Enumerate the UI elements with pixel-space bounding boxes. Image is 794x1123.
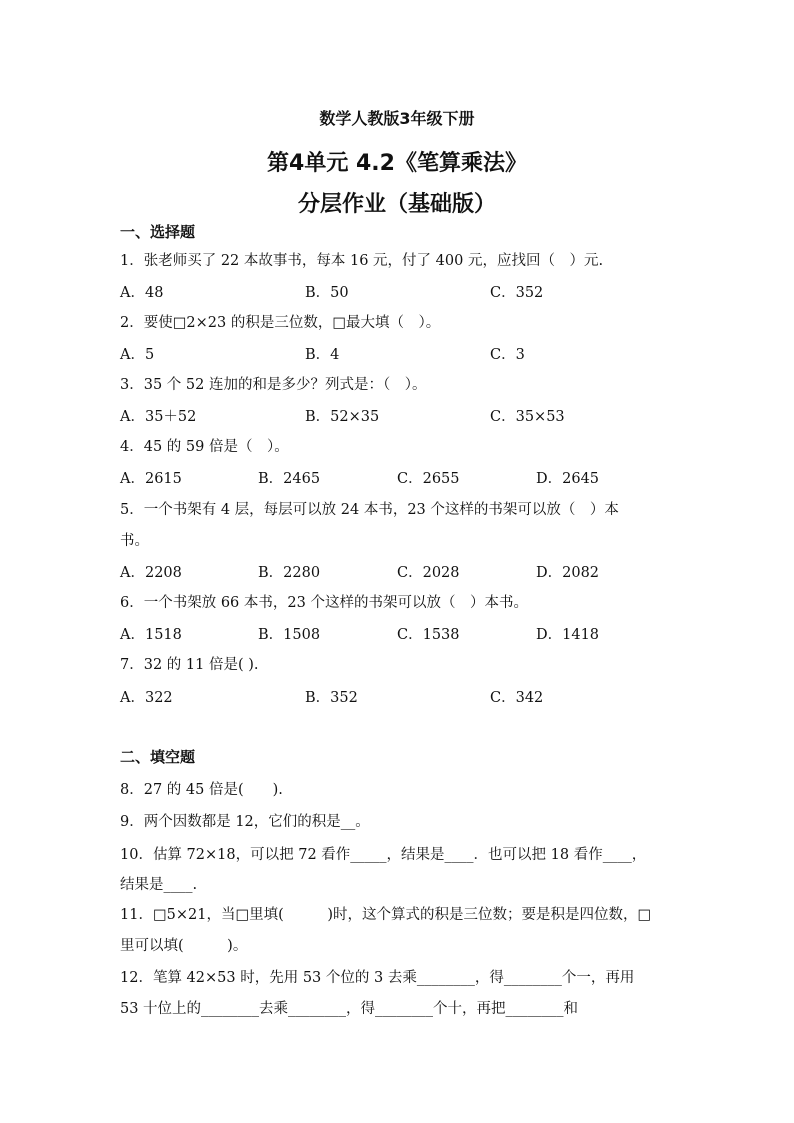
question-7: 7．32 的 11 倍是( ). [120, 657, 259, 673]
option-3a: A．35＋52 [120, 409, 197, 425]
option-4a: A．2615 [120, 471, 182, 487]
option-6a: A．1518 [120, 627, 182, 643]
option-4c: C．2655 [397, 471, 460, 487]
option-7c: C．342 [490, 690, 544, 706]
option-7b: B．352 [305, 690, 358, 706]
option-5a: A．2208 [120, 565, 182, 581]
option-5b: B．2280 [258, 565, 321, 581]
question-6: 6．一个书架放 66 本书，23 个这样的书架可以放（ ）本书。 [120, 595, 528, 611]
section-heading-fill: 二、填空题 [120, 748, 196, 766]
question-11: 11．□5×21，当□里填( )时，这个算式的积是三位数；要是积是四位数，□ [120, 907, 652, 923]
option-4d: D．2645 [536, 471, 600, 487]
question-1: 1．张老师买了 22 本故事书，每本 16 元，付了 400 元，应找回（ ）元. [120, 253, 604, 269]
option-5c: C．2028 [397, 565, 460, 581]
question-5-continued: 书。 [120, 533, 149, 549]
question-5: 5．一个书架有 4 层，每层可以放 24 本书，23 个这样的书架可以放（ ）本 [120, 502, 619, 518]
option-4b: B．2465 [258, 471, 321, 487]
question-8: 8．27 的 45 倍是( ). [120, 782, 283, 798]
option-6c: C．1538 [397, 627, 460, 643]
option-2a: A．5 [120, 347, 155, 363]
option-6d: D．1418 [536, 627, 600, 643]
question-10: 10．估算 72×18，可以把 72 看作_____，结果是____．也可以把 18 看作____， [120, 847, 647, 863]
question-12-continued: 53 十位上的________去乘________，得________个十，再把________和 [120, 1001, 579, 1017]
question-10-continued: 结果是____. [120, 877, 198, 893]
worksheet-edition: 分层作业（基础版） [297, 192, 496, 217]
question-2: 2．要使□2×23 的积是三位数，□最大填（ ）。 [120, 315, 441, 331]
question-3: 3．35 个 52 连加的和是多少？列式是：（ ）。 [120, 377, 427, 393]
option-6b: B．1508 [258, 627, 321, 643]
section-heading-choice: 一、选择题 [120, 223, 196, 241]
option-2c: C．3 [490, 347, 525, 363]
worksheet-title: 第4单元 4.2《笔算乘法》 [267, 151, 527, 176]
option-7a: A．322 [120, 690, 173, 706]
question-11-continued: 里可以填( )。 [120, 938, 248, 954]
option-1a: A．48 [120, 285, 164, 301]
option-3b: B．52×35 [305, 409, 380, 425]
option-1b: B．50 [305, 285, 349, 301]
question-9: 9．两个因数都是 12，它们的积是__。 [120, 814, 370, 830]
question-12: 12．笔算 42×53 时，先用 53 个位的 3 去乘________，得________个一，再用 [120, 970, 635, 986]
option-5d: D．2082 [536, 565, 600, 581]
option-3c: C．35×53 [490, 409, 565, 425]
worksheet-subtitle: 数学人教版3年级下册 [319, 109, 475, 128]
option-1c: C．352 [490, 285, 544, 301]
option-2b: B．4 [305, 347, 340, 363]
question-4: 4．45 的 59 倍是（ ）。 [120, 439, 289, 455]
